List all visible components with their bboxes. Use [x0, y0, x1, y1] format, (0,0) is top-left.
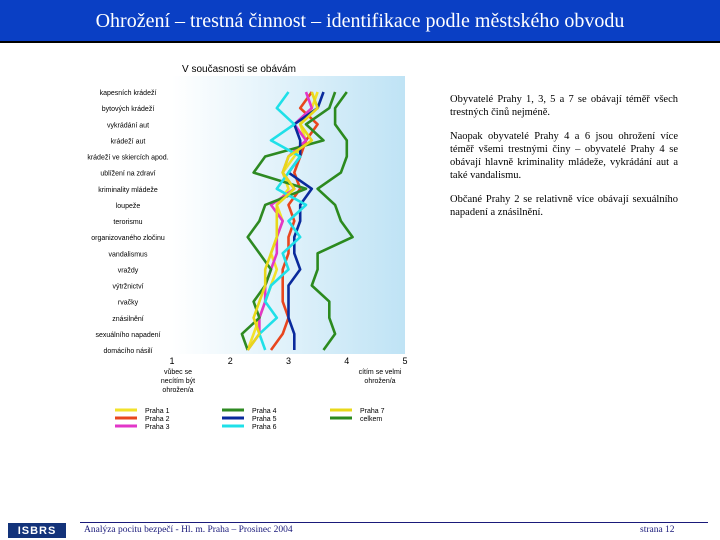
- x-tick-label: 4: [344, 356, 350, 366]
- slide-title: Ohrožení – trestná činnost – identifikace podle městského obvodu: [95, 10, 625, 32]
- commentary: [450, 93, 678, 230]
- legend-label: Praha 6: [252, 424, 277, 431]
- chart-title: V současnosti se obávám: [182, 64, 296, 75]
- category-label: vandalismus: [108, 251, 148, 259]
- note-2: Naopak obyvatelé Prahy 4 a 6 jsou ohrožení více téměř všemi trestnými činy – obyvatelé Prahy 4 se obávají hlavně kriminality mládeže, vykrádání aut a také vandalismu.: [450, 131, 678, 181]
- category-label: sexuálního napadení: [95, 331, 161, 339]
- category-label: domácího násilí: [103, 348, 153, 355]
- footer-source: Analýza pocitu bezpečí - Hl. m. Praha – Prosinec 2004: [84, 525, 293, 535]
- category-label: vykrádání aut: [106, 122, 150, 130]
- legend-label: Praha 1: [145, 408, 170, 415]
- page-number: strana 12: [640, 525, 675, 535]
- company-logo: ISBRS: [8, 523, 66, 538]
- legend-label: celkem: [360, 416, 383, 423]
- x-tick-label: 1: [169, 356, 175, 366]
- legend-label: Praha 3: [145, 424, 170, 431]
- category-label: loupeže: [115, 202, 141, 210]
- category-label: kriminality mládeže: [98, 186, 158, 194]
- category-label: bytových krádeží: [101, 106, 155, 114]
- category-label: krádeží ve skiercích apod.: [87, 154, 169, 162]
- legend-label: Praha 4: [252, 408, 277, 415]
- x-axis-left-label: vůbec se necítím být ohrožen/a: [160, 369, 196, 394]
- legend-label: Praha 2: [145, 416, 170, 423]
- profile-chart: [70, 50, 425, 445]
- footer-rule: [80, 522, 708, 523]
- category-label: organizovaného zločinu: [91, 235, 165, 243]
- slide-title-bar: [0, 0, 720, 43]
- title-rule: [0, 41, 720, 43]
- category-label: výtržnictví: [112, 283, 144, 291]
- category-label: vraždy: [117, 267, 139, 275]
- x-tick-label: 5: [402, 356, 408, 366]
- category-label: znásilnění: [112, 315, 144, 323]
- category-label: kapesních krádeží: [99, 90, 157, 97]
- x-axis-right-label: cítím se velmi ohrožen/a: [358, 369, 402, 385]
- x-tick-label: 2: [227, 356, 233, 366]
- chart-container: [70, 50, 425, 445]
- legend-label: Praha 7: [360, 408, 385, 415]
- category-label: terorismu: [113, 219, 143, 226]
- note-3: Občané Prahy 2 se relativně více obávají sexuálního napadení a znásilnění.: [450, 194, 678, 218]
- category-label: krádeží aut: [110, 138, 146, 146]
- legend-label: Praha 5: [252, 416, 277, 423]
- note-1: Obyvatelé Prahy 1, 3, 5 a 7 se obávají téměř všech trestných činů nejméně.: [450, 94, 678, 118]
- category-label: rvačky: [117, 299, 139, 307]
- x-tick-label: 3: [285, 356, 292, 366]
- category-label: ublížení na zdraví: [100, 170, 156, 178]
